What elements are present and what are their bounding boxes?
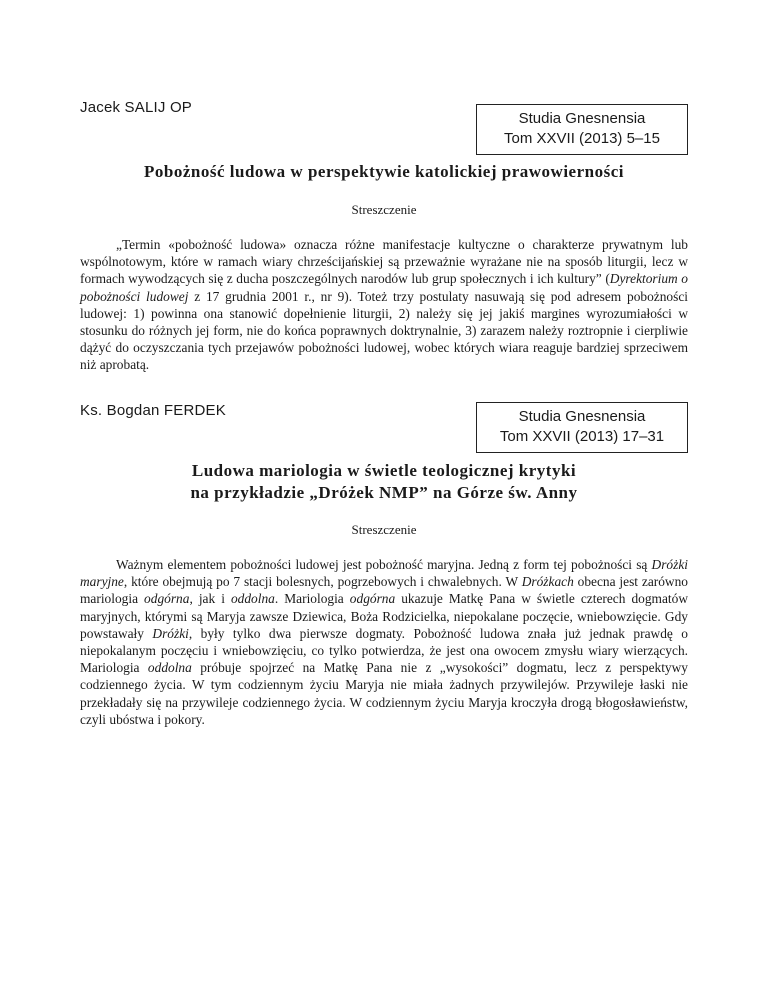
abstract-text: obecna jest zarówno mariologia — [80, 574, 688, 607]
abstract-italic-text: Dróżkach — [521, 574, 574, 590]
abstract-italic-text: odgórna — [144, 591, 190, 607]
article-1-title — [80, 161, 688, 183]
article-1-author: Jacek SALIJ OP — [80, 99, 193, 116]
abstract-text: , które obejmują po 7 stacji bolesnych, pogrzebowych i chwalebnych. W — [123, 574, 522, 590]
article-2-abstract — [80, 556, 688, 728]
abstract-text: . Mariologia — [274, 591, 350, 607]
article-2-title-line-1: Ludowa mariologia w świetle teologicznej krytyki — [191, 461, 577, 480]
abstract-italic-text: Dróżki — [152, 625, 189, 641]
abstract-text: , były tylko dwa pierwsze dogmaty. Pobożność ludowa znała już jednak prawdę o niepokalanym poczęciu i wniebowzięciu, co tylko potwierdza, że jest ona owocem zmysłu wiary wierzących. Mariologia — [80, 625, 688, 676]
abstract-italic-text: Dyrektorium o pobożności ludowej — [80, 271, 688, 304]
abstract-italic-text: oddolna — [230, 591, 275, 607]
abstract-italic-text: odgórna — [349, 591, 396, 607]
article-1-journal-name: Studia Gnesnensia — [518, 110, 646, 127]
article-2-journal-name: Studia Gnesnensia — [518, 408, 646, 425]
article-1-title-line: Pobożność ludowa w perspektywie katolickiej prawowierności — [144, 162, 624, 181]
article-2-journal-box — [476, 402, 688, 453]
article-2-abstract-label: Streszczenie — [351, 522, 417, 537]
article-2-title-line-2: na przykładzie „Dróżek NMP” na Górze św. Anny — [190, 483, 578, 502]
abstract-text: ukazuje Matkę Pana w świetle czterech dogmatów maryjnych, którymi są Maryja zawsze Dziewica, Boża Rodzicielka, niepokalane poczęcie, wniebowzięcie. Gdy powstawały — [80, 591, 689, 641]
article-2-journal-issue: Tom XXVII (2013) 17–31 — [499, 428, 665, 445]
abstract-text: próbuje spojrzeć na Matkę Pana nie z „wysokości” dogmatu, lecz z perspektywy codziennego życia. W tym codziennym życiu Maryja nie miała żadnych przywilejów. Przywileje łaski nie przekładały się na przywileje codziennego życia. W codziennym życiu Maryja kroczyła drogą błogosławieństw, czyli ubóstwa i pokory. — [80, 660, 688, 727]
article-1-journal-issue: Tom XXVII (2013) 5–15 — [504, 130, 660, 147]
article-1-abstract-label: Streszczenie — [351, 202, 417, 217]
abstract-text: , jak i — [189, 591, 231, 607]
article-1-abstract — [80, 236, 688, 374]
abstract-text: Ważnym elementem pobożności ludowej jest pobożność maryjna. Jedną z form tej pobożności są — [116, 557, 652, 572]
abstract-italic-text: Dróżki maryjne — [80, 557, 688, 590]
abstract-text: z 17 grudnia 2001 r., nr 9). Toteż trzy postulaty nasuwają się pod adresem pobożności ludowej: 1) powinna ona stanowić dopełnienie liturgii, 2) należy się jej jakiś margines wyrozumiałości w stosunku do różnych jej form, nie do końca poprawnych doktrynalnie, 3) zarazem należy roztropnie i cierpliwie dążyć do oczyszczania tych przejawów pobożności ludowej, wobec których wiara reaguje bardziej sprzeciwem niż aprobatą. — [80, 288, 688, 373]
article-1-journal-box — [476, 104, 688, 155]
abstract-italic-text: oddolna — [147, 660, 192, 676]
abstract-text: „Termin «pobożność ludowa» oznacza różne manifestacje kultyczne o charakterze prywatnym lub wspólnotowym, które w ramach wiary chrześcijańskiej są przeważnie wyrażane nie na sposób liturgii, lecz w formach wywodzących się z ducha poszczególnych narodów lub grup społecznych i ich kultury” ( — [80, 237, 688, 287]
article-2-title — [80, 460, 688, 504]
article-2-author: Ks. Bogdan FERDEK — [80, 402, 226, 419]
